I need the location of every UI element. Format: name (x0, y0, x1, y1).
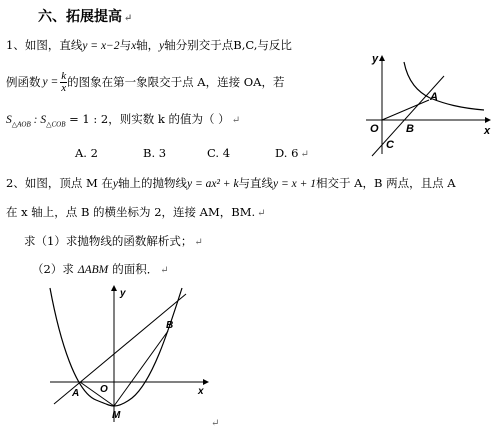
q2-line4 (32, 262, 169, 278)
q1-label-c: C (386, 139, 394, 151)
q1-label-a: A (430, 91, 438, 103)
q1-label-b: B (406, 123, 414, 135)
q1-label-o: O (370, 123, 379, 135)
q1-text: 轴， (136, 38, 160, 52)
q2-text: 相交于 A，B 两点，且点 A (316, 176, 456, 190)
q2-label-x: x (198, 386, 204, 397)
q2-text: （2）求 (32, 262, 74, 276)
para-mark: ↵ (194, 237, 203, 248)
q1-line2 (6, 68, 285, 96)
q2-var-y: y (112, 178, 119, 190)
q2-label-y: y (120, 288, 126, 299)
q1-segment-oa (382, 100, 429, 120)
q2-label-o: O (100, 384, 108, 395)
q2-text: 轴上的抛物线 (118, 176, 188, 190)
q2-parabola (50, 288, 182, 406)
q1-option-a: A. 2 (75, 146, 98, 160)
para-mark: ↵ (160, 265, 169, 276)
q2-line2 (6, 205, 266, 221)
q1-line (372, 76, 444, 156)
q1-area-s: S (6, 114, 12, 126)
q1-text: 例函数 (6, 75, 41, 89)
q2-line1 (6, 176, 456, 191)
q2-triangle: ΔABM (77, 264, 109, 276)
q1-option-b: B. 3 (143, 146, 167, 160)
q1-fn-eq: y = (42, 76, 59, 88)
q1-ratio: = 1 : 2 (65, 112, 109, 126)
q1-text: 轴分别交于点B,C,与反比 (164, 38, 292, 52)
para-mark: ↵ (257, 208, 266, 219)
q1-var-y: y (159, 40, 165, 52)
q1-fraction (60, 71, 67, 94)
q1-label-y: y (372, 53, 379, 65)
q1-option-d (275, 146, 309, 162)
q2-label-a: A (72, 388, 80, 399)
q2-text: 2、如图，顶点 M 在 (6, 176, 113, 190)
section-title (38, 6, 132, 26)
q2-text: 的面积． (112, 262, 159, 276)
section-title-text: 六、拓展提高 (38, 9, 122, 25)
q1-text: 的图象在第一象限交于点 A，连接 OA，若 (67, 75, 285, 89)
q1-line1 (6, 38, 292, 53)
q1-line-eq: y = x−2 (82, 40, 120, 52)
q1-label-x: x (484, 125, 491, 137)
q2-text: 求（1）求抛物线的函数解析式； (24, 234, 193, 248)
q2-segment-bm (114, 331, 168, 406)
q2-label-b: B (166, 320, 174, 331)
q2-line3 (24, 234, 203, 250)
q1-var-x: x (131, 40, 137, 52)
q2-segment-am (80, 382, 114, 406)
para-mark: ↵ (124, 13, 133, 24)
q2-line-eq: y = x + 1 (273, 178, 317, 190)
q1-area-s: : S (30, 114, 47, 126)
q1-frac-num: k (61, 69, 67, 82)
q1-option-c: C. 4 (207, 146, 231, 160)
q1-text: ，则实数 k 的值为（ ） (108, 112, 230, 126)
q1-area-sub: △COB (46, 120, 66, 129)
q1-option-d-text: D. 6 (275, 146, 299, 160)
q1-line3 (6, 112, 240, 131)
q2-text: 与直线 (238, 176, 274, 190)
para-mark: ↵ (300, 149, 309, 160)
q1-hyperbola (404, 62, 484, 110)
q2-parabola-eq: y = ax² + k (187, 178, 239, 190)
q2-label-m: M (112, 410, 121, 421)
q1-frac-den: x (61, 81, 67, 94)
para-mark: ↵ (231, 115, 241, 126)
q2-figure (36, 282, 211, 427)
q1-text: 与 (119, 38, 132, 52)
q1-figure (360, 48, 495, 158)
q1-text: 1、如图，直线 (6, 38, 83, 52)
q2-text: 在 x 轴上，点 B 的横坐标为 2，连接 AM，BM. (6, 205, 256, 219)
para-mark: ↵ (211, 418, 220, 429)
q1-area-sub: △AOB (11, 120, 31, 129)
